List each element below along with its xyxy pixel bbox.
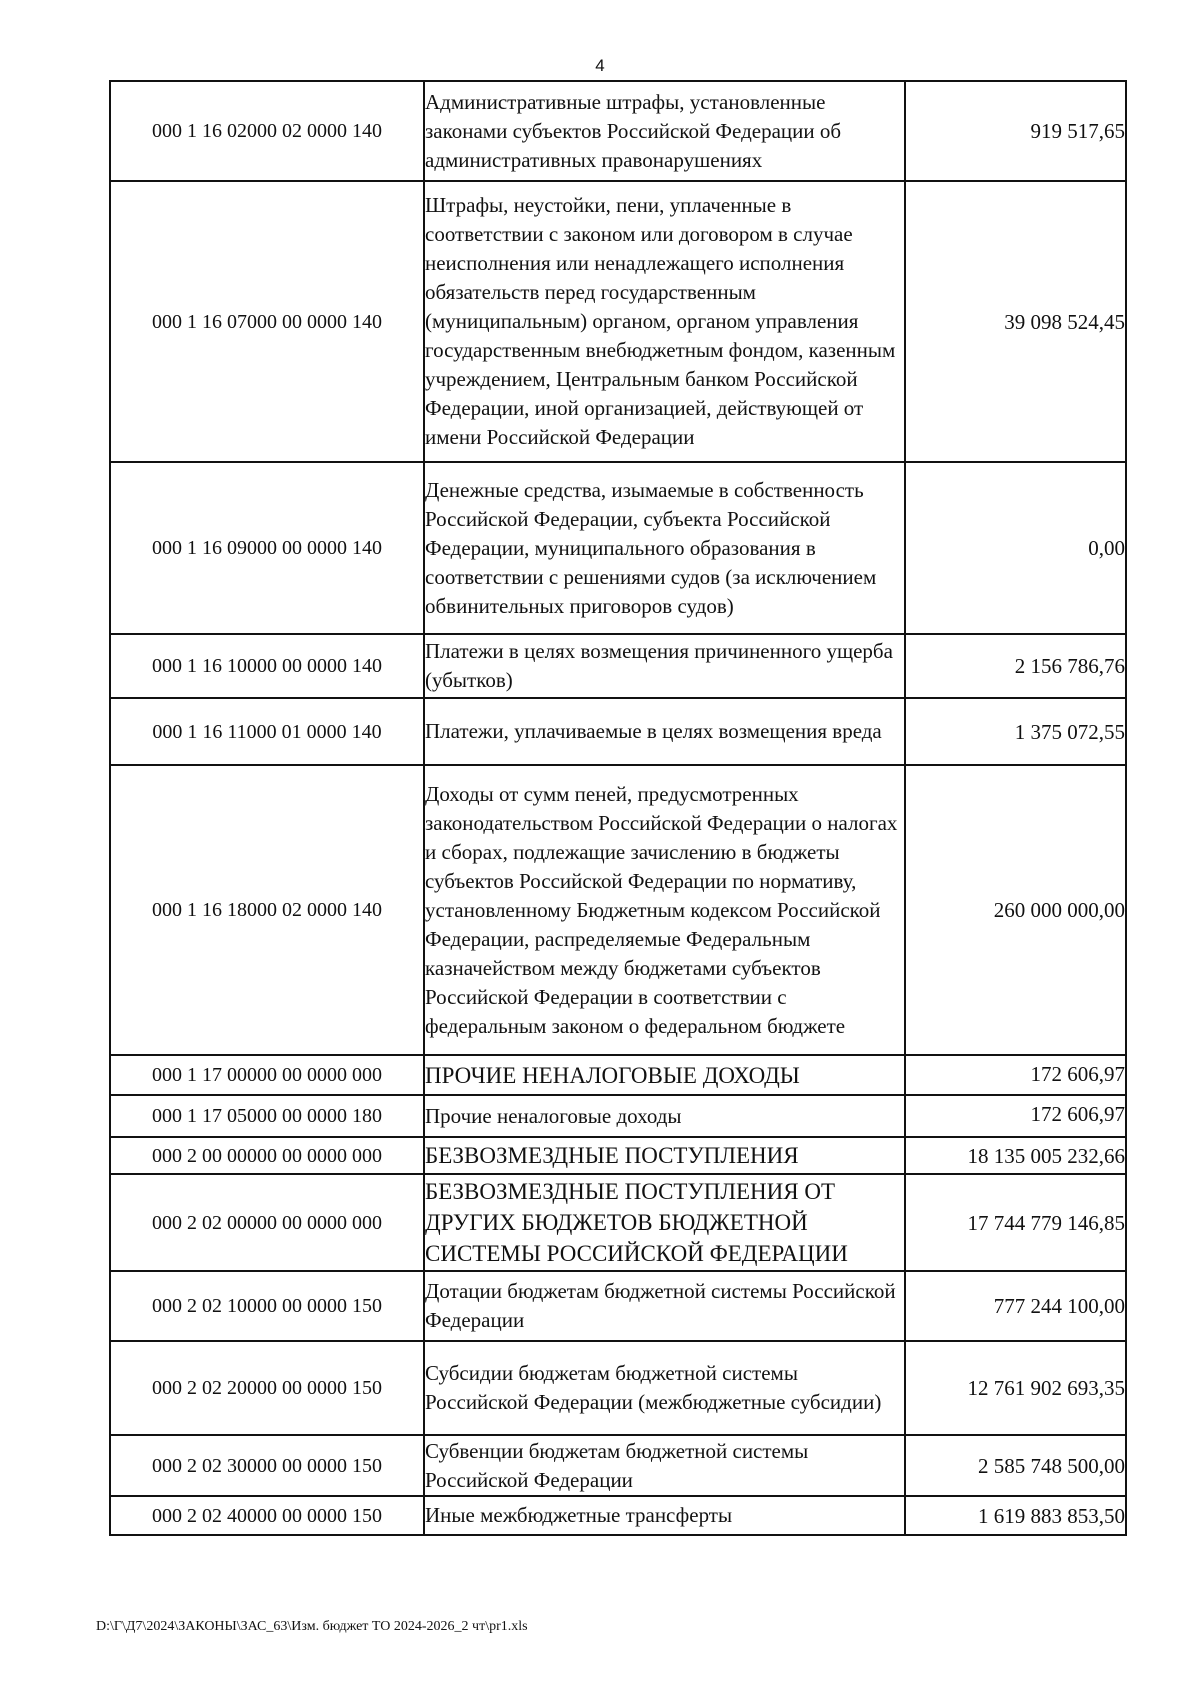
income-amount: 1 375 072,55 — [905, 698, 1126, 765]
table-row — [110, 1496, 1126, 1535]
income-description: Доходы от сумм пеней, предусмотренных законодательством Российской Федерации о налогах и сборах, подлежащие зачислению в бюджеты субъектов Российской Федерации по нормативу, установленному Бюджетным кодексом Российской Федерации, распределяемые Федеральным казначейством между бюджетами субъектов Российской Федерации в соответствии с федеральным законом о федеральном бюджете — [424, 765, 905, 1055]
budget-code: 000 1 16 11000 01 0000 140 — [110, 698, 424, 765]
budget-code: 000 1 16 09000 00 0000 140 — [110, 462, 424, 634]
income-description: Штрафы, неустойки, пени, уплаченные в соответствии с законом или договором в случае неисполнения или ненадлежащего исполнения обязательств перед государственным (муниципальным) органом, органом управления государственным внебюджетным фондом, казенным учреждением, Центральным банком Российской Федерации, иной организацией, действующей от имени Российской Федерации — [424, 181, 905, 462]
table-row — [110, 1095, 1126, 1137]
income-amount: 18 135 005 232,66 — [905, 1137, 1126, 1174]
income-description: Платежи, уплачиваемые в целях возмещения вреда — [424, 698, 905, 765]
income-amount: 12 761 902 693,35 — [905, 1341, 1126, 1435]
table-row — [110, 765, 1126, 1055]
budget-code: 000 1 16 02000 02 0000 140 — [110, 81, 424, 181]
budget-code: 000 2 02 20000 00 0000 150 — [110, 1341, 424, 1435]
budget-code: 000 1 17 00000 00 0000 000 — [110, 1055, 424, 1095]
table-row — [110, 1174, 1126, 1271]
income-amount: 172 606,97 — [905, 1095, 1126, 1137]
budget-code: 000 2 02 40000 00 0000 150 — [110, 1496, 424, 1535]
income-description: Денежные средства, изымаемые в собственность Российской Федерации, субъекта Российской Федерации, муниципального образования в соответствии с решениями судов (за исключением обвинительных приговоров судов) — [424, 462, 905, 634]
table-row — [110, 1435, 1126, 1496]
income-amount: 0,00 — [905, 462, 1126, 634]
income-description: Платежи в целях возмещения причиненного ущерба (убытков) — [424, 634, 905, 698]
income-amount: 777 244 100,00 — [905, 1271, 1126, 1341]
income-amount: 39 098 524,45 — [905, 181, 1126, 462]
budget-table — [109, 80, 1127, 1536]
income-amount: 919 517,65 — [905, 81, 1126, 181]
income-amount: 2 156 786,76 — [905, 634, 1126, 698]
page-number: 4 — [595, 56, 605, 75]
income-amount: 260 000 000,00 — [905, 765, 1126, 1055]
income-amount: 172 606,97 — [905, 1055, 1126, 1095]
table-row — [110, 698, 1126, 765]
table-row — [110, 1137, 1126, 1174]
budget-code: 000 1 16 18000 02 0000 140 — [110, 765, 424, 1055]
budget-code: 000 2 00 00000 00 0000 000 — [110, 1137, 424, 1174]
income-description: БЕЗВОЗМЕЗДНЫЕ ПОСТУПЛЕНИЯ ОТ ДРУГИХ БЮДЖЕТОВ БЮДЖЕТНОЙ СИСТЕМЫ РОССИЙСКОЙ ФЕДЕРАЦИИ — [424, 1174, 905, 1271]
income-description: Административные штрафы, установленные законами субъектов Российской Федерации об административных правонарушениях — [424, 81, 905, 181]
budget-code: 000 2 02 10000 00 0000 150 — [110, 1271, 424, 1341]
table-row — [110, 81, 1126, 181]
table-row — [110, 634, 1126, 698]
budget-code: 000 2 02 30000 00 0000 150 — [110, 1435, 424, 1496]
budget-code: 000 1 17 05000 00 0000 180 — [110, 1095, 424, 1137]
table-row — [110, 181, 1126, 462]
income-description: Субсидии бюджетам бюджетной системы Российской Федерации (межбюджетные субсидии) — [424, 1341, 905, 1435]
income-amount: 2 585 748 500,00 — [905, 1435, 1126, 1496]
table-row — [110, 1341, 1126, 1435]
income-description: Дотации бюджетам бюджетной системы Российской Федерации — [424, 1271, 905, 1341]
income-description: БЕЗВОЗМЕЗДНЫЕ ПОСТУПЛЕНИЯ — [424, 1137, 905, 1174]
income-amount: 17 744 779 146,85 — [905, 1174, 1126, 1271]
file-path-footer: D:\Г\Д7\2024\ЗАКОНЫ\ЗАС_63\Изм. бюджет ТО 2024-2026_2 чт\pr1.xls — [96, 1619, 528, 1634]
income-amount: 1 619 883 853,50 — [905, 1496, 1126, 1535]
income-description: Иные межбюджетные трансферты — [424, 1496, 905, 1535]
table-row — [110, 1055, 1126, 1095]
income-description: Субвенции бюджетам бюджетной системы Российской Федерации — [424, 1435, 905, 1496]
table-row — [110, 462, 1126, 634]
budget-code: 000 2 02 00000 00 0000 000 — [110, 1174, 424, 1271]
budget-code: 000 1 16 07000 00 0000 140 — [110, 181, 424, 462]
table-row — [110, 1271, 1126, 1341]
budget-code: 000 1 16 10000 00 0000 140 — [110, 634, 424, 698]
income-description: Прочие неналоговые доходы — [424, 1095, 905, 1137]
income-description: ПРОЧИЕ НЕНАЛОГОВЫЕ ДОХОДЫ — [424, 1055, 905, 1095]
